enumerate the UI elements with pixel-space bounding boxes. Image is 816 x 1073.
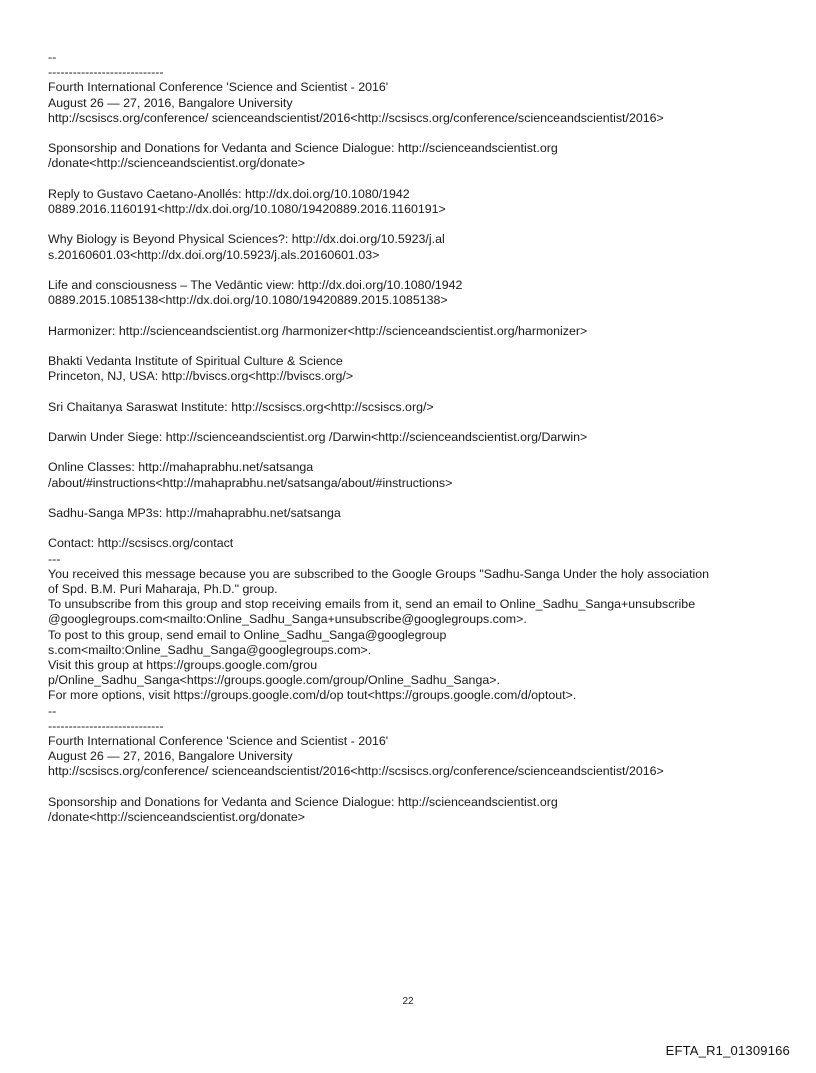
text-line: To unsubscribe from this group and stop receiving emails from it, send an email to Online_Sadhu_Sanga+unsubscribe — [48, 597, 696, 612]
text-line: For more options, visit https://groups.google.com/d/op tout<https://groups.google.com/d/optout>. — [48, 688, 577, 703]
text-line: Reply to Gustavo Caetano-Anollés: http://dx.doi.org/10.1080/1942 — [48, 186, 410, 201]
text-line: /donate<http://scienceandscientist.org/donate> — [48, 809, 305, 824]
text-line: Sri Chaitanya Saraswat Institute: http://scsiscs.org<http://scsiscs.org/> — [48, 399, 434, 414]
text-line: -- — [48, 703, 57, 718]
text-line: @googlegroups.com<mailto:Online_Sadhu_Sanga+unsubscribe@googlegroups.com>. — [48, 612, 527, 627]
text-line: Princeton, NJ, USA: http://bviscs.org<http://bviscs.org/> — [48, 369, 354, 384]
blank-line — [48, 217, 788, 232]
text-line: Contact: http://scsiscs.org/contact — [48, 536, 234, 551]
blank-line — [48, 445, 788, 460]
text-line: http://scsiscs.org/conference/ scienceandscientist/2016<http://scsiscs.org/conference/scienceandscientist/2016> — [48, 764, 664, 779]
blank-line — [48, 521, 788, 536]
text-line: /about/#instructions<http://mahaprabhu.net/satsanga/about/#instructions> — [48, 475, 453, 490]
blank-line — [48, 308, 788, 323]
text-line: Why Biology is Beyond Physical Sciences?: http://dx.doi.org/10.5923/j.al — [48, 232, 445, 247]
blank-line — [48, 263, 788, 278]
blank-line — [48, 339, 788, 354]
page-number: 22 — [402, 996, 414, 1007]
blank-line — [48, 384, 788, 399]
text-line: 0889.2015.1085138<http://dx.doi.org/10.1080/19420889.2015.1085138> — [48, 293, 448, 308]
text-line: Life and consciousness – The Vedāntic view: http://dx.doi.org/10.1080/1942 — [48, 277, 463, 292]
text-line: ---------------------------- — [48, 718, 164, 733]
blank-line — [48, 126, 788, 141]
blank-line — [48, 780, 788, 795]
text-line: s.20160601.03<http://dx.doi.org/10.5923/j.als.20160601.03> — [48, 247, 380, 262]
text-line: Fourth International Conference 'Science and Scientist - 2016' — [48, 733, 389, 748]
text-line: Fourth International Conference 'Science and Scientist - 2016' — [48, 80, 389, 95]
blank-line — [48, 172, 788, 187]
text-line: s.com<mailto:Online_Sadhu_Sanga@googlegroups.com>. — [48, 642, 372, 657]
text-line: ---------------------------- — [48, 65, 164, 80]
blank-line — [48, 491, 788, 506]
text-line: Sadhu-Sanga MP3s: http://mahaprabhu.net/satsanga — [48, 505, 341, 520]
text-line: You received this message because you are subscribed to the Google Groups "Sadhu-Sanga Under the holy association — [48, 566, 710, 581]
blank-line — [48, 415, 788, 430]
text-line: To post to this group, send email to Online_Sadhu_Sanga@googlegroup — [48, 627, 447, 642]
text-line: Bhakti Vedanta Institute of Spiritual Culture & Science — [48, 353, 343, 368]
document-body — [48, 50, 788, 825]
text-line: of Spd. B.M. Puri Maharaja, Ph.D." group. — [48, 581, 278, 596]
text-line: /donate<http://scienceandscientist.org/donate> — [48, 156, 305, 171]
document-id: EFTA_R1_01309166 — [665, 1043, 790, 1058]
text-line: http://scsiscs.org/conference/ scienceandscientist/2016<http://scsiscs.org/conference/scienceandscientist/2016> — [48, 110, 664, 125]
text-line: Online Classes: http://mahaprabhu.net/satsanga — [48, 460, 314, 475]
text-line: August 26 — 27, 2016, Bangalore University — [48, 749, 293, 764]
text-line: Sponsorship and Donations for Vedanta and Science Dialogue: http://scienceandscientist.org — [48, 794, 558, 809]
text-line: --- — [48, 551, 61, 566]
text-line: August 26 — 27, 2016, Bangalore University — [48, 95, 293, 110]
text-line: Darwin Under Siege: http://scienceandscientist.org /Darwin<http://scienceandscientist.org/Darwin> — [48, 429, 588, 444]
text-line: -- — [48, 50, 57, 64]
text-line: Sponsorship and Donations for Vedanta and Science Dialogue: http://scienceandscientist.org — [48, 141, 558, 156]
text-line: Harmonizer: http://scienceandscientist.org /harmonizer<http://scienceandscientist.org/harmonizer> — [48, 323, 588, 338]
text-line: p/Online_Sadhu_Sanga<https://groups.google.com/group/Online_Sadhu_Sanga>. — [48, 673, 500, 688]
text-line: Visit this group at https://groups.google.com/grou — [48, 657, 318, 672]
text-line: 0889.2016.1160191<http://dx.doi.org/10.1080/19420889.2016.1160191> — [48, 202, 446, 216]
